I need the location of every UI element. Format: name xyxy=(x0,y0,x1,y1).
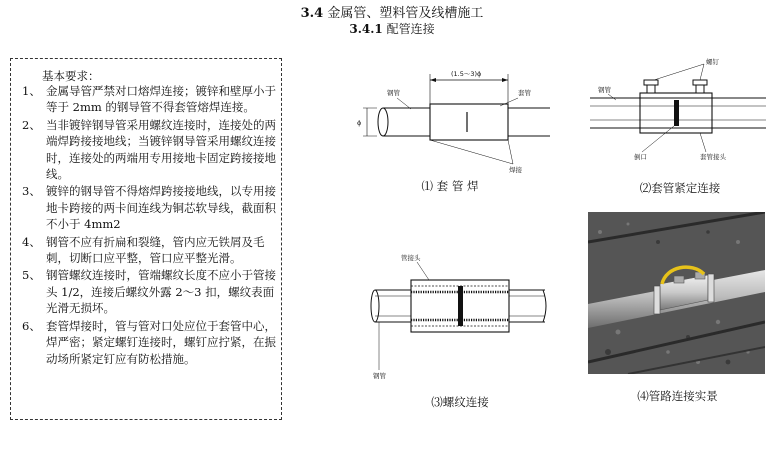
requirement-text: 金属导管严禁对口熔焊连接；镀锌和壁厚小于等于 2mm 的钢导管不得套管熔焊连接。 xyxy=(46,84,276,115)
requirement-number: 4、 xyxy=(22,234,41,249)
requirement-text: 镀锌的钢导管不得熔焊跨接接地线，以专用接地卡跨接的两卡间连线为铜芯软导线，截面积不小于 4mm2 xyxy=(46,184,276,232)
subsection-title xyxy=(0,22,784,36)
fig3-caption: ⑶螺纹连接 xyxy=(431,395,489,409)
fig1-weld-label: 焊接 xyxy=(509,166,522,174)
section-title-text: 金属管、塑料管及线槽施工 xyxy=(327,6,484,21)
fig1-pipe-label: 钢管 xyxy=(387,89,400,97)
requirement-item xyxy=(22,83,278,116)
section-title xyxy=(0,6,784,21)
threaded-connection-diagram xyxy=(365,250,555,385)
requirement-number: 3、 xyxy=(22,184,41,199)
fig1-dim-label: (1.5～3)ϕ xyxy=(451,70,482,78)
requirement-number: 6、 xyxy=(22,318,41,333)
requirement-item xyxy=(22,234,278,267)
requirement-item xyxy=(22,318,278,367)
subsection-number: 3.4.1 xyxy=(349,22,383,36)
fig3-joint-label: 管接头 xyxy=(401,254,421,262)
fig1-phi-label: ϕ xyxy=(357,119,362,127)
fig1-sleeve-label: 套管 xyxy=(518,89,531,97)
requirement-item xyxy=(22,117,278,183)
requirement-text: 当非镀锌钢导管采用螺纹连接时，连接处的两端焊跨接接地线；当镀锌钢导管采用螺纹连接时，连接处的两端用专用接地卡固定跨接接地线。 xyxy=(46,117,276,182)
fig2-caption: ⑵套管紧定连接 xyxy=(639,181,721,195)
requirement-item xyxy=(22,267,278,316)
requirement-text: 套管焊接时，管与管对口处应位于套管中心，焊严密；紧定螺钉连接时，螺钉应拧紧，在振动场所紧定钉应有防松措施。 xyxy=(46,318,276,366)
requirement-item xyxy=(22,183,278,232)
requirement-number: 5、 xyxy=(22,268,41,283)
fig2-pipe-label: 钢管 xyxy=(598,86,611,94)
subsection-title-text: 配管连接 xyxy=(386,22,435,36)
requirement-text: 钢管螺纹连接时，管端螺纹长度不应小于管接头 1/2，连接后螺纹外露 2～3 扣，螺纹表面光滑无损坏。 xyxy=(46,268,276,316)
requirement-number: 2、 xyxy=(22,117,41,132)
fig1-caption: ⑴ 套 管 焊 xyxy=(421,179,479,193)
requirement-text: 钢管不应有折扁和裂缝，管内应无铁屑及毛刺，切断口应平整，管口应平整光滑。 xyxy=(46,234,265,266)
fig4-caption: ⑷管路连接实景 xyxy=(637,389,718,403)
fig2-mouth-label: 倒口 xyxy=(634,153,647,161)
section-number: 3.4 xyxy=(300,6,324,21)
fig3-pipe-label: 钢管 xyxy=(373,372,386,380)
requirements-list xyxy=(22,83,278,367)
requirements-heading: 基本要求： xyxy=(42,69,100,83)
set-screw-diagram xyxy=(588,56,768,176)
fig2-screw-label: 螺钉 xyxy=(706,58,719,66)
sleeve-weld-diagram xyxy=(355,62,555,177)
fig2-joint-label: 套管接头 xyxy=(700,153,726,161)
requirement-number: 1、 xyxy=(22,84,41,98)
pipe-photo-image xyxy=(588,212,765,374)
pipe-connection-photo xyxy=(588,212,765,374)
